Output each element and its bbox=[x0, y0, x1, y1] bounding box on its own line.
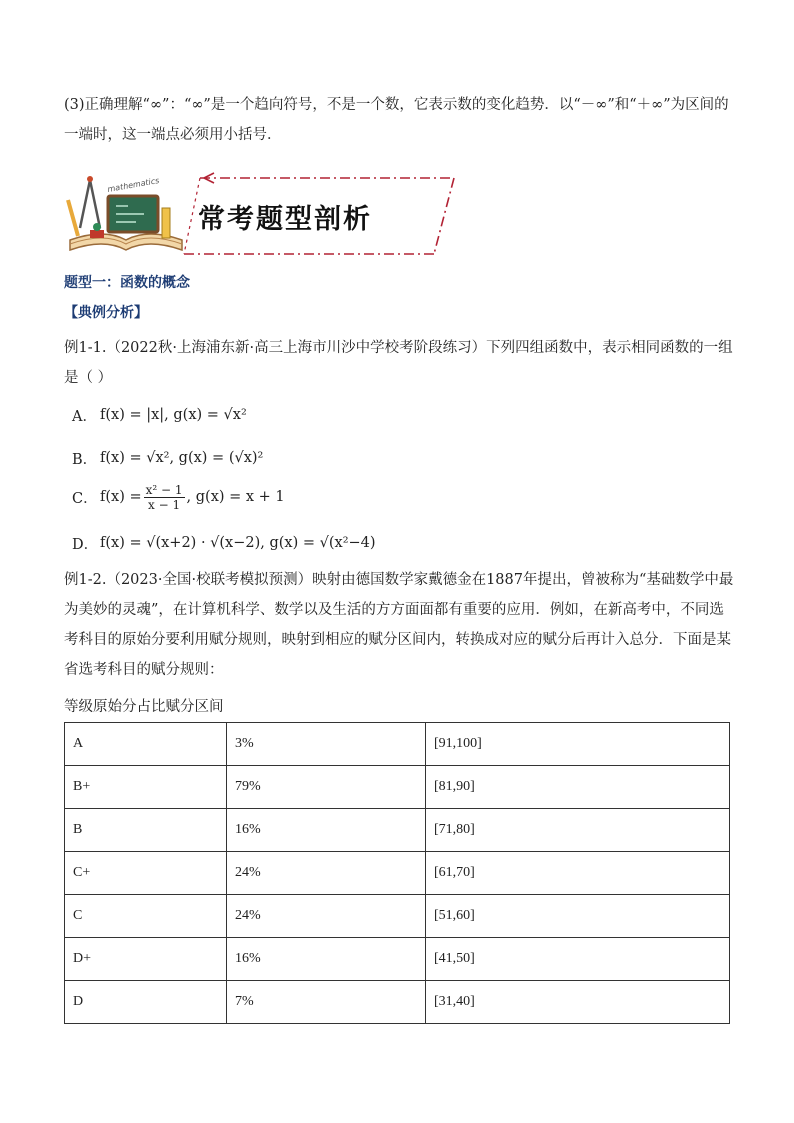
math-classroom-icon bbox=[68, 176, 182, 250]
grade-cell: B+ bbox=[65, 766, 227, 809]
range-cell: [31,40] bbox=[426, 981, 730, 1024]
option-d-expression: f(x) = √(x+2) · √(x−2), g(x) = √(x²−4) bbox=[100, 535, 376, 551]
question-1-2: 例1-2.（2023·全国·校联考模拟预测）映射由德国数学家戴德金在1887年提出，曾被称为“基础数学中最为美妙的灵魂”，在计算机科学、数学以及生活的方方面面都有重要的应用．例如，在新高考中，不同选考科目的原始分要利用赋分规则，映射到相应的赋分区间内，转换成对应的赋分后再计入总分．下面是某省选考科目的赋分规则： bbox=[64, 572, 734, 678]
table-row bbox=[65, 981, 730, 1024]
table-row bbox=[65, 723, 730, 766]
option-d-letter: D． bbox=[72, 536, 99, 553]
ratio-cell: 24% bbox=[227, 852, 426, 895]
table-row bbox=[65, 938, 730, 981]
table-row bbox=[65, 766, 730, 809]
section-banner bbox=[64, 170, 464, 260]
grade-cell: A bbox=[65, 723, 227, 766]
range-cell: [91,100] bbox=[426, 723, 730, 766]
table-row bbox=[65, 895, 730, 938]
option-d bbox=[72, 528, 376, 558]
grade-cell: C bbox=[65, 895, 227, 938]
type-title: 题型一：函数的概念 bbox=[64, 275, 190, 291]
range-cell: [71,80] bbox=[426, 809, 730, 852]
option-b-letter: B． bbox=[72, 451, 98, 468]
table-caption: 等级原始分占比赋分区间 bbox=[64, 699, 224, 715]
ratio-cell: 16% bbox=[227, 938, 426, 981]
ratio-cell: 79% bbox=[227, 766, 426, 809]
range-cell: [81,90] bbox=[426, 766, 730, 809]
option-c-fraction bbox=[144, 483, 185, 512]
table-row bbox=[65, 852, 730, 895]
table-row bbox=[65, 809, 730, 852]
infinity-note: (3)正确理解“∞”：“∞”是一个趋向符号，不是一个数，它表示数的变化趋势．以“－∞”和“＋∞”为区间的一端时，这一端点必须用小括号． bbox=[64, 97, 729, 143]
option-a-expression: f(x) = |x|, g(x) = √x² bbox=[100, 407, 247, 423]
grade-cell: D+ bbox=[65, 938, 227, 981]
example-header: 【典例分析】 bbox=[64, 305, 148, 321]
option-c-denominator: x − 1 bbox=[148, 497, 181, 512]
ratio-cell: 16% bbox=[227, 809, 426, 852]
option-c-f: f(x) = bbox=[100, 489, 142, 505]
ratio-cell: 3% bbox=[227, 723, 426, 766]
option-b bbox=[72, 443, 263, 473]
option-c-numerator: x² − 1 bbox=[145, 482, 183, 497]
option-c bbox=[72, 482, 285, 512]
banner-title: 常考题型剖析 bbox=[198, 204, 372, 235]
mathematics-mini-label: mathematics bbox=[106, 175, 161, 194]
ratio-cell: 24% bbox=[227, 895, 426, 938]
option-c-g: , g(x) = x + 1 bbox=[186, 489, 285, 505]
range-cell: [41,50] bbox=[426, 938, 730, 981]
question-1-1: 例1-1.（2022秋·上海浦东新·高三上海市川沙中学校考阶段练习）下列四组函数中，表示相同函数的一组是（ ） bbox=[64, 340, 733, 386]
ratio-cell: 7% bbox=[227, 981, 426, 1024]
grade-cell: D bbox=[65, 981, 227, 1024]
option-b-expression: f(x) = √x², g(x) = (√x)² bbox=[100, 450, 264, 466]
option-c-letter: C． bbox=[72, 490, 98, 507]
option-a-letter: A． bbox=[72, 408, 97, 425]
grade-cell: C+ bbox=[65, 852, 227, 895]
grade-cell: B bbox=[65, 809, 227, 852]
range-cell: [61,70] bbox=[426, 852, 730, 895]
option-a bbox=[72, 400, 247, 430]
grade-table bbox=[64, 722, 730, 1024]
range-cell: [51,60] bbox=[426, 895, 730, 938]
